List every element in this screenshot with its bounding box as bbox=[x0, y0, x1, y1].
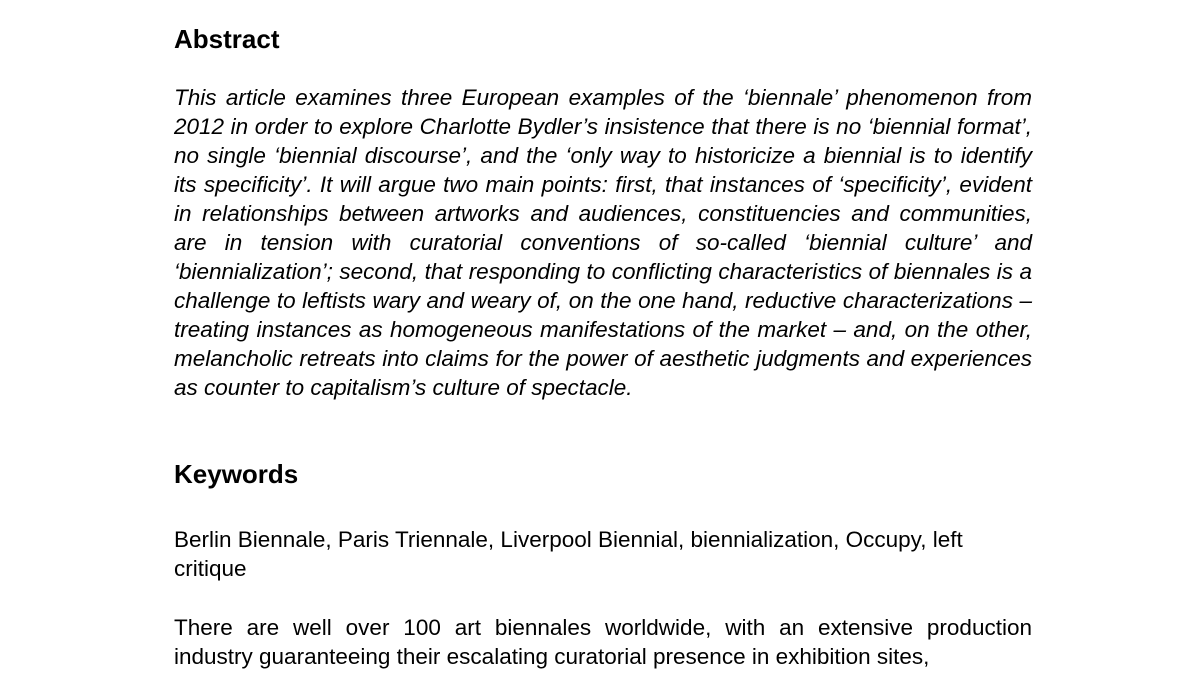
keywords-heading: Keywords bbox=[174, 459, 299, 489]
keywords-text: Berlin Biennale, Paris Triennale, Liverpool Biennial, biennialization, Occupy, left critique bbox=[174, 527, 963, 581]
abstract-heading: Abstract bbox=[174, 24, 280, 54]
body-paragraph: There are well over 100 art biennales worldwide, with an extensive production industry guaranteeing their escalating curatorial presence in exhibition sites, bbox=[174, 615, 1032, 669]
abstract-text: This article examines three European examples of the ‘biennale’ phenomenon from 2012 in order to explore Charlotte Bydler’s insistence that there is no ‘biennial format’, no single ‘biennial discourse’, and the ‘only way to historicize a biennial is to identify its specificity’. It will argue two main points: first, that instances of ‘specificity’, evident in relationships between artworks and audiences, constituencies and communities, are in tension with curatorial conventions of so-called ‘biennial culture’ and ‘biennialization’; second, that responding to conflicting characteristics of biennales is a challenge to leftists wary and weary of, on the one hand, reductive characterizations – treating instances as homogeneous manifestations of the market – and, on the other, melancholic retreats into claims for the power of aesthetic judgments and experiences as counter to capitalism’s culture of spectacle. bbox=[174, 85, 1032, 400]
